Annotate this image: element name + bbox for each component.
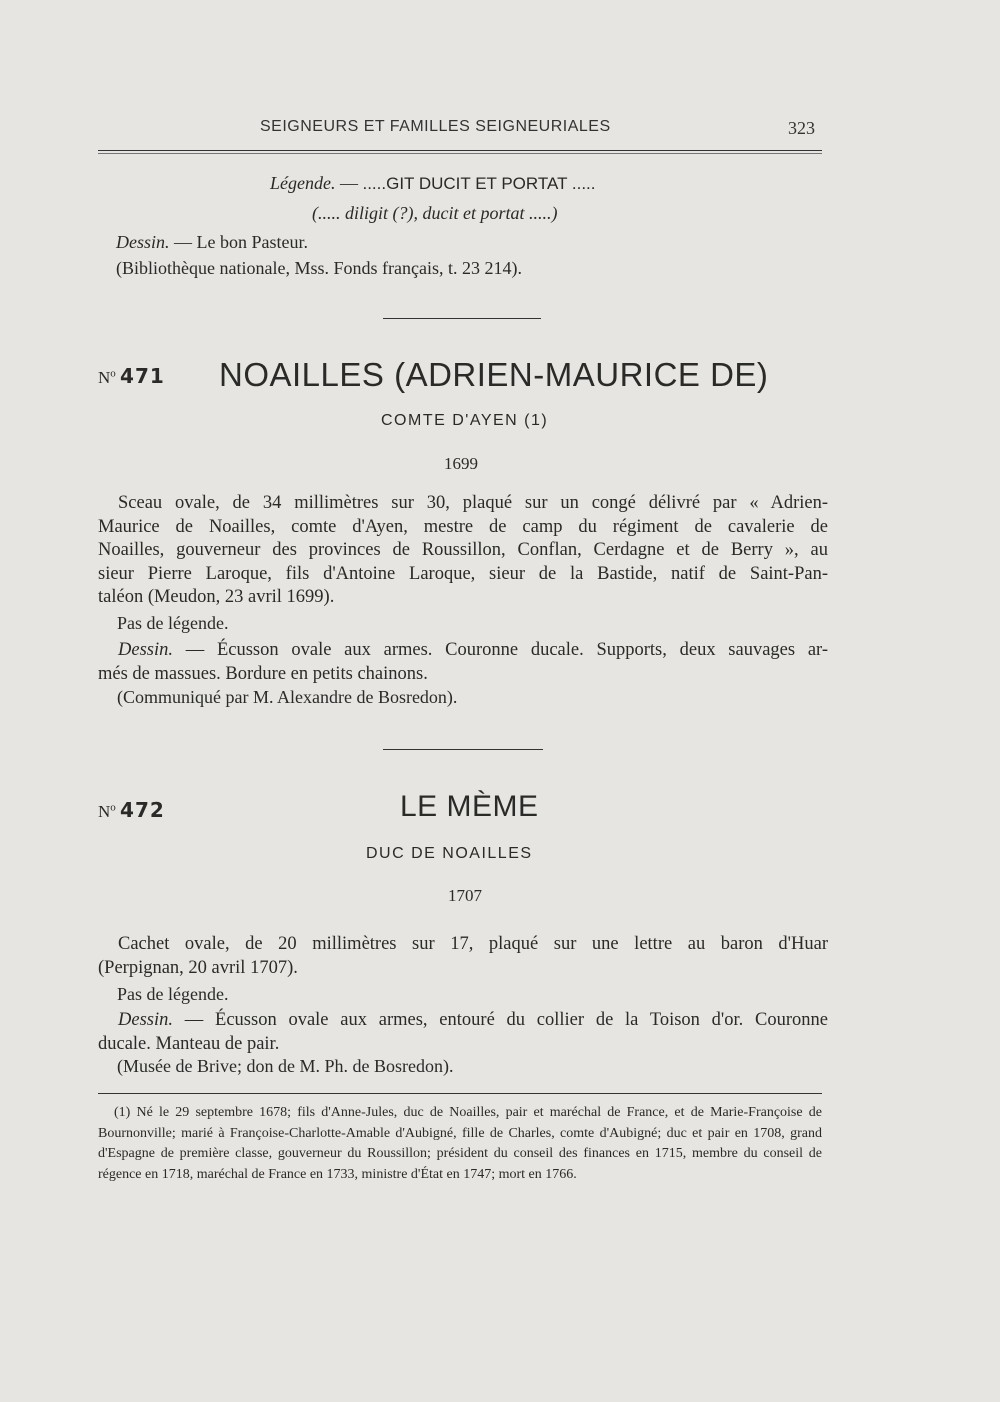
section-separator — [383, 749, 543, 750]
drawing-label: Dessin. — [116, 232, 170, 252]
entry-subtitle: COMTE D'AYEN (1) — [381, 412, 549, 429]
entry-source: (Musée de Brive; don de M. Ph. de Bosredon). — [117, 1056, 454, 1076]
entry-legend: Pas de légende. — [117, 984, 229, 1004]
entry-year: 1707 — [448, 886, 482, 905]
header-rule-thin — [98, 153, 822, 154]
footnote: (1) Né le 29 septembre 1678; fils d'Anne-Jules, duc de Noailles, pair et maréchal de France, et de Marie-Françoise de Bournonville; marié à Françoise-Charlotte-Amable d'Aubigné, fille de Charles, comte d'Aubigné; duc et pair en 1708, grand d'Espagne de première classe, gouverneur du Roussillon; président du conseil des finances en 1715, membre du conseil de régence en 1718, maréchal de France en 1733, ministre d'État en 1747; mort en 1766. — [98, 1105, 822, 1182]
description-line: (Perpignan, 20 avril 1707). — [98, 957, 298, 978]
running-head: SEIGNEURS ET FAMILLES SEIGNEURIALES — [260, 118, 611, 135]
entry-description — [98, 933, 828, 980]
legend-reading: (..... diligit (?), ducit et portat .....) — [312, 203, 558, 223]
drawing-line: — Écusson ovale aux armes, entouré du collier de la Toison d'or. Couronne — [184, 1010, 829, 1030]
header-rule — [98, 150, 822, 151]
entry-number-471: $N^o$ 471 — [98, 364, 165, 388]
entry-title: NOAILLES (ADRIEN-MAURICE DE) — [219, 356, 769, 393]
entry-drawing — [98, 639, 828, 686]
entry-title: LE MÈME — [400, 790, 539, 823]
footnote-rule — [98, 1093, 822, 1094]
description-line: Sceau ovale, de 34 millimètres sur 30, plaqué sur un congé délivré par « Adrien- — [118, 493, 828, 513]
entry-legend: Pas de légende. — [117, 613, 229, 633]
entry-description — [98, 492, 828, 610]
drawing-label: Dessin. — [118, 640, 173, 660]
legend-text: .....GIT DUCIT ET PORTAT ..... — [362, 174, 596, 193]
description-line: sieur Pierre Laroque, fils d'Antoine Laroque, sieur de la Bastide, natif de Saint-Pan- — [98, 563, 828, 584]
previous-legend-line — [270, 173, 596, 194]
entry-subtitle: DUC DE NOAILLES — [366, 845, 533, 862]
description-line: Maurice de Noailles, comte d'Ayen, mestre de camp du régiment de cavalerie de — [98, 516, 828, 537]
section-separator — [383, 318, 541, 319]
description-line: taléon (Meudon, 23 avril 1699). — [98, 587, 335, 607]
entry-drawing — [98, 1009, 828, 1056]
page-number: 323 — [788, 118, 815, 138]
previous-drawing-line — [116, 232, 308, 253]
entry-year: 1699 — [444, 454, 478, 473]
previous-source: (Bibliothèque nationale, Mss. Fonds français, t. 23 214). — [116, 258, 522, 278]
drawing-label: Dessin. — [118, 1010, 173, 1030]
drawing-line: ducale. Manteau de pair. — [98, 1033, 280, 1054]
legend-label: Légende. — [270, 173, 336, 193]
description-line: Noailles, gouverneur des provinces de Roussillon, Conflan, Cerdagne et de Berry », au — [98, 540, 828, 560]
drawing-line: més de massues. Bordure en petits chainons. — [98, 663, 428, 684]
drawing-line: — Écusson ovale aux armes. Couronne ducale. Supports, deux sauvages ar- — [185, 640, 828, 660]
legend-dash: — — [339, 173, 358, 193]
drawing-text: — Le bon Pasteur. — [174, 232, 308, 252]
description-line: Cachet ovale, de 20 millimètres sur 17, plaqué sur une lettre au baron d'Huar — [118, 934, 828, 954]
entry-number-472: $N^o$ 472 — [98, 798, 165, 822]
entry-source: (Communiqué par M. Alexandre de Bosredon). — [117, 687, 458, 707]
